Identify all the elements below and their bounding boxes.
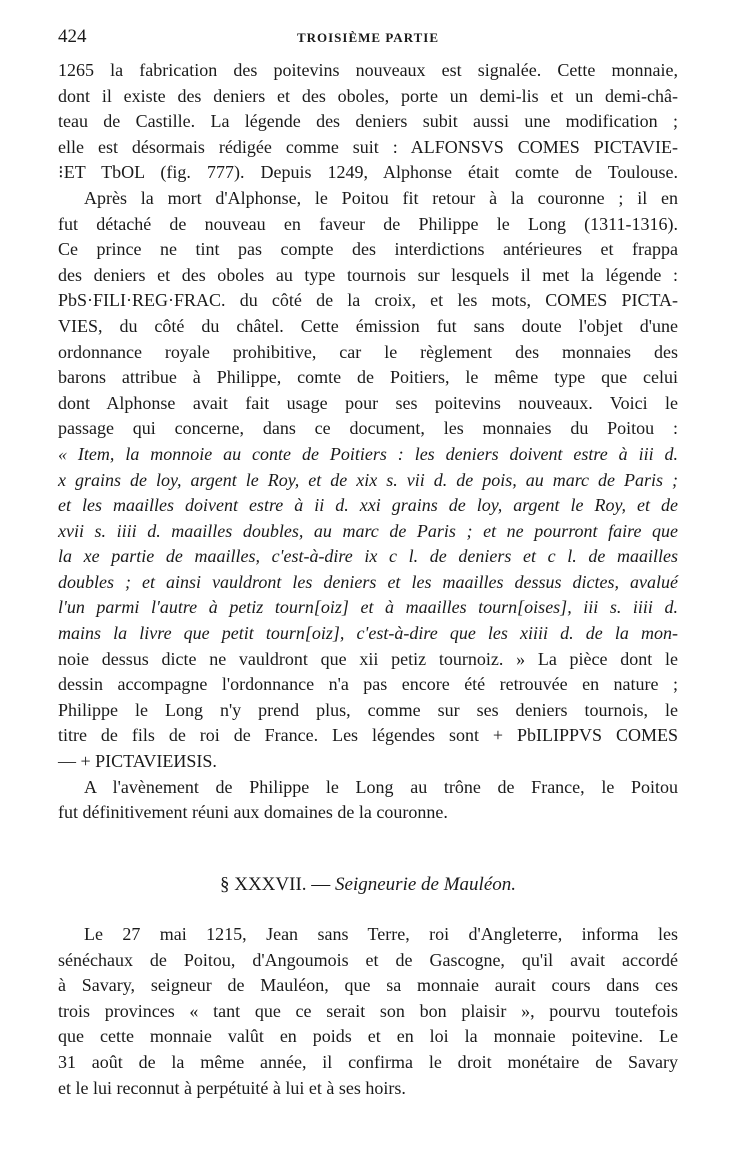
text-line (58, 519, 678, 545)
text-line (58, 595, 678, 621)
text-line (58, 442, 678, 468)
line-text: titre de fils de roi de France. Les légendes sont + PbILIPPVS COMES (58, 725, 678, 746)
line-text: Philippe le Long n'y prend plus, comme sur ses deniers tournois, le (58, 699, 678, 720)
text-line (58, 1024, 678, 1050)
text-line (58, 775, 678, 801)
text-line (58, 800, 678, 826)
line-text: Ce prince ne tint pas compte des interdictions antérieures et frappa (58, 239, 678, 260)
line-text: teau de Castille. La légende des deniers subit aussi une modification ; (58, 111, 678, 132)
text-line (58, 160, 678, 186)
section-heading (58, 874, 678, 896)
text-line (58, 922, 678, 948)
text-line (58, 212, 678, 238)
main-text (58, 58, 678, 826)
line-text: mains la livre que petit tourn[oiz], c'est-à-dire que les xiiii d. de la mon- (58, 623, 678, 644)
text-line (58, 84, 678, 110)
section-number: § XXXVII. — (219, 874, 331, 895)
text-line (58, 314, 678, 340)
page-header (58, 26, 678, 56)
line-text: trois provinces « tant que ce serait son bon plaisir », pourvu toutefois (58, 1000, 678, 1021)
text-line (58, 1050, 678, 1076)
line-text: x grains de loy, argent le Roy, et de xix s. vii d. de pois, au marc de Paris ; (58, 469, 678, 490)
line-text: des deniers et des oboles au type tournois sur lesquels il met la légende : (58, 264, 678, 285)
text-line (58, 391, 678, 417)
text-line (58, 58, 678, 84)
line-text: 1265 la fabrication des poitevins nouveaux est signalée. Cette monnaie, (58, 60, 678, 80)
quote-end-line: noie dessus dicte ne vauldront que xii petiz tournoiz. » La pièce dont le (58, 648, 678, 669)
line-text: Le 27 mai 1215, Jean sans Terre, roi d'Angleterre, informa les (84, 924, 678, 944)
line-text: dont Alphonse avait fait usage pour ses poitevins nouveaux. Voici le (58, 392, 678, 413)
line-text: sénéchaux de Poitou, d'Angoumois et de Gascogne, qu'il avait accordé (58, 949, 678, 970)
text-line (58, 948, 678, 974)
line-text: ⁝ET TbOL (fig. 777). Depuis 1249, Alphonse était comte de Toulouse. (58, 162, 678, 183)
running-head: TROISIÈME PARTIE (296, 30, 440, 45)
line-text: et les maailles doivent estre à ii d. xxi grains de loy, argent le Roy, et de (58, 495, 678, 516)
text-line (58, 186, 678, 212)
text-line (58, 1076, 678, 1102)
text-line (58, 999, 678, 1025)
line-text: fut détaché de nouveau en faveur de Philippe le Long (1311-1316). (58, 213, 678, 234)
line-text: elle est désormais rédigée comme suit : ALFONSVS COMES PICTAVIE- (58, 136, 678, 157)
line-text: dont il existe des deniers et des oboles, porte un demi-lis et un demi-châ- (58, 85, 678, 106)
line-text: Après la mort d'Alphonse, le Poitou fit retour à la couronne ; il en (84, 187, 678, 208)
text-line (58, 621, 678, 647)
line-text: — + PICTAVIEИSIS. (58, 751, 217, 772)
text-line (58, 237, 678, 263)
section-text (58, 922, 678, 1101)
text-line (58, 723, 678, 749)
section-title: Seigneurie de Mauléon. (335, 874, 517, 895)
text-line (58, 135, 678, 161)
line-text: ordonnance royale prohibitive, car le règlement des monnaies des (58, 341, 678, 362)
text-line (58, 544, 678, 570)
text-line (58, 263, 678, 289)
line-text: à Savary, seigneur de Mauléon, que sa monnaie aurait cours dans ces (58, 975, 678, 996)
line-text: fut définitivement réuni aux domaines de la couronne. (58, 802, 448, 823)
text-line (58, 340, 678, 366)
text-line (58, 698, 678, 724)
line-text: barons attribue à Philippe, comte de Poitiers, le même type que celui (58, 367, 678, 388)
line-text: la xe partie de maailles, c'est-à-dire ix c l. de deniers et c l. de maailles (58, 546, 678, 567)
text-line (58, 647, 678, 673)
text-line (58, 672, 678, 698)
text-line (58, 749, 678, 775)
line-text: A l'avènement de Philippe le Long au trône de France, le Poitou (84, 776, 678, 797)
text-line (58, 973, 678, 999)
line-text: passage qui concerne, dans ce document, les monnaies du Poitou : (58, 418, 678, 439)
text-line (58, 365, 678, 391)
line-text: l'un parmi l'autre à petiz tourn[oiz] et à maailles tourn[oises], iii s. iiii d. (58, 597, 678, 618)
text-line (58, 493, 678, 519)
line-text: PbS·FILI·REG·FRAC. du côté de la croix, et les mots, COMES PICTA- (58, 290, 678, 311)
text-line (58, 288, 678, 314)
text-line (58, 416, 678, 442)
line-text: « Item, la monnoie au conte de Poitiers : les deniers doivent estre à iii d. (58, 443, 678, 464)
line-text: dessin accompagne l'ordonnance n'a pas encore été retrouvée en nature ; (58, 674, 678, 695)
page-number: 424 (58, 26, 87, 47)
text-line (58, 570, 678, 596)
text-line (58, 109, 678, 135)
line-text: que cette monnaie valût en poids et en loi la monnaie poitevine. Le (58, 1026, 678, 1047)
line-text: xvii s. iiii d. maailles doubles, au marc de Paris ; et ne pourront faire que (58, 520, 678, 541)
line-text: doubles ; et ainsi vauldront les deniers et les maailles dessus dictes, avalué (58, 571, 678, 592)
text-line (58, 468, 678, 494)
line-text: 31 août de la même année, il confirma le droit monétaire de Savary (58, 1051, 678, 1072)
line-text: VIES, du côté du châtel. Cette émission fut sans doute l'objet d'une (58, 315, 678, 336)
line-text: et le lui reconnut à perpétuité à lui et à ses hoirs. (58, 1077, 406, 1098)
